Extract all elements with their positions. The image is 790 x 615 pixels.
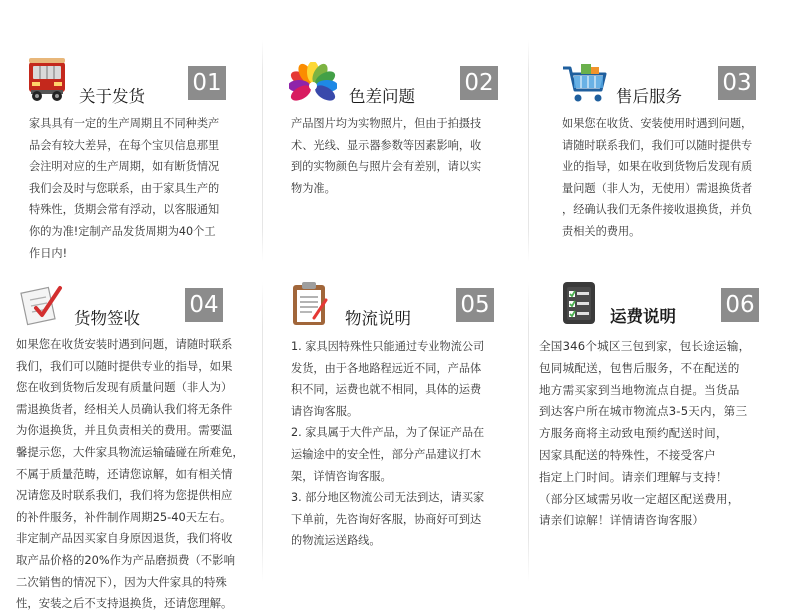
body-line: 请随时联系我们，我们可以随时提供专 (562, 138, 753, 152)
section-title: 色差问题 (349, 87, 415, 106)
body-line: 架，详情咨询客服。 (291, 469, 392, 483)
checklist-icon (20, 282, 64, 330)
body-line: 特殊性，货期会常有浮动，以客服通知 (29, 203, 220, 217)
body-line: 况请您及时联系我们，我们将为您提供相应 (16, 488, 233, 503)
section-shipping (0, 0, 262, 280)
section-title: 货物签收 (74, 309, 140, 328)
body-line: 馨提示您，大件家具物流运输磕碰在所难免， (16, 444, 244, 459)
body-line: 如果您在收货安装时遇到问题，请随时联系 (16, 337, 233, 351)
body-line: （部分区域需另收一定超区配送费用， (539, 491, 740, 506)
body-line: 请亲们谅解！详情请咨询客服） (539, 513, 705, 528)
checkbox-list-icon (561, 280, 597, 330)
section-number-badge: 06 (721, 288, 759, 322)
body-line: 积不同，运费也就不相同，具体的运费 (291, 383, 482, 397)
body-line: 取产品价格的20%作为产品磨损费（不影响 (16, 552, 235, 567)
body-line: 需退换货者，经相关人员确认我们将无条件 (16, 401, 233, 416)
body-line: 地方需买家到当地物流点自提。当货品 (539, 382, 740, 397)
section-title: 关于发货 (79, 87, 145, 106)
section-logistics (263, 280, 528, 607)
body-line: 您在收到货物后发现有质量问题（非人为） (16, 380, 233, 395)
section-title: 售后服务 (616, 87, 682, 106)
body-line: 量问题（非人为，无使用）需退换货者 (562, 181, 753, 195)
body-line: 包同城配送，包售后服务，不在配送的 (539, 360, 740, 375)
section-body (291, 113, 523, 199)
body-line: 3. 部分地区物流公司无法到达，请买家 (291, 491, 485, 505)
section-body (562, 113, 788, 243)
shopping-cart-icon (561, 62, 609, 110)
body-line: 到的实物颜色与照片会有差别，请以实 (291, 160, 482, 174)
section-shipping-fee (529, 280, 790, 607)
clipboard-icon (290, 280, 330, 332)
section-number-badge: 03 (718, 66, 756, 100)
body-line: 你的为准!定制产品发货周期为40个工 (29, 224, 216, 238)
body-line: 全国346个城区三包到家，包长途运输， (539, 339, 751, 353)
body-line: 产品图片均为实物照片，但由于拍摄技 (291, 117, 482, 130)
section-number-badge: 02 (460, 66, 498, 100)
body-line: 性，安装之后不支持退换货，还请您理解。 (16, 596, 233, 611)
section-color-difference (263, 0, 528, 280)
section-body (16, 334, 260, 615)
section-number-badge: 05 (456, 288, 494, 322)
body-line: 如果您在收货、安装使用时遇到问题， (562, 117, 753, 130)
body-line: 的补件服务，补件制作周期25-40天左右。 (16, 509, 232, 524)
body-line: 方服务商将主动致电预约配送时间， (539, 426, 728, 441)
body-line: 非定制产品因买家自身原因退货，我们将收 (16, 531, 233, 546)
body-line: 会注明对应的生产周期，如有断货情况 (29, 160, 220, 174)
truck-icon (27, 58, 67, 106)
body-line: ，经确认我们无条件接收退换货，并负 (562, 203, 753, 217)
body-line: 运输途中的安全性，部分产品建议打木 (291, 447, 482, 461)
body-line: 2. 家具属于大件产品，为了保证产品在 (291, 426, 485, 440)
section-receipt (0, 280, 262, 611)
body-line: 我们会及时与您联系，由于家具生产的 (29, 181, 220, 195)
body-line: 的物流运送路线。 (291, 534, 381, 548)
section-title: 运费说明 (610, 307, 676, 326)
body-line: 我们，我们可以随时提供专业的指导，如果 (16, 358, 233, 373)
body-line: 物为准。 (291, 181, 336, 195)
section-title: 物流说明 (345, 309, 411, 328)
body-line: 品会有较大差异，在每个宝贝信息那里 (29, 138, 220, 152)
body-line: 发货，由于各地路程远近不同，产品体 (291, 361, 482, 375)
body-line: 为你退换货，并且负责相关的费用。需要温 (16, 423, 233, 438)
body-line: 二次销售的情况下），因为大件家具的特殊 (16, 574, 227, 589)
body-line: 指定上门时间。请亲们理解与支持！ (539, 469, 728, 484)
body-line: 作日内! (29, 246, 68, 260)
body-line: 到达客户所在城市物流点3-5天内，第三 (539, 404, 748, 419)
section-body (539, 336, 789, 532)
body-line: 业的指导，如果在收到货物后发现有质 (562, 160, 753, 174)
section-body (291, 336, 525, 552)
section-after-sales (529, 0, 790, 280)
section-body (29, 113, 257, 264)
body-line: 术、光线、显示器参数等因素影响，收 (291, 138, 482, 152)
section-number-badge: 01 (188, 66, 226, 100)
body-line: 不属于质量范畴，还请您谅解，如有相关情 (16, 466, 233, 481)
body-line: 家具具有一定的生产周期且不同种类产 (29, 117, 220, 130)
body-line: 请咨询客服。 (291, 404, 359, 418)
color-palette-icon (289, 62, 337, 110)
body-line: 因家具配送的特殊性，不接受客户 (539, 447, 716, 462)
body-line: 下单前，先咨询好客服，协商好可到达 (291, 512, 482, 526)
body-line: 责相关的费用。 (562, 224, 641, 238)
body-line: 1. 家具因特殊性只能通过专业物流公司 (291, 340, 485, 353)
section-number-badge: 04 (185, 288, 223, 322)
